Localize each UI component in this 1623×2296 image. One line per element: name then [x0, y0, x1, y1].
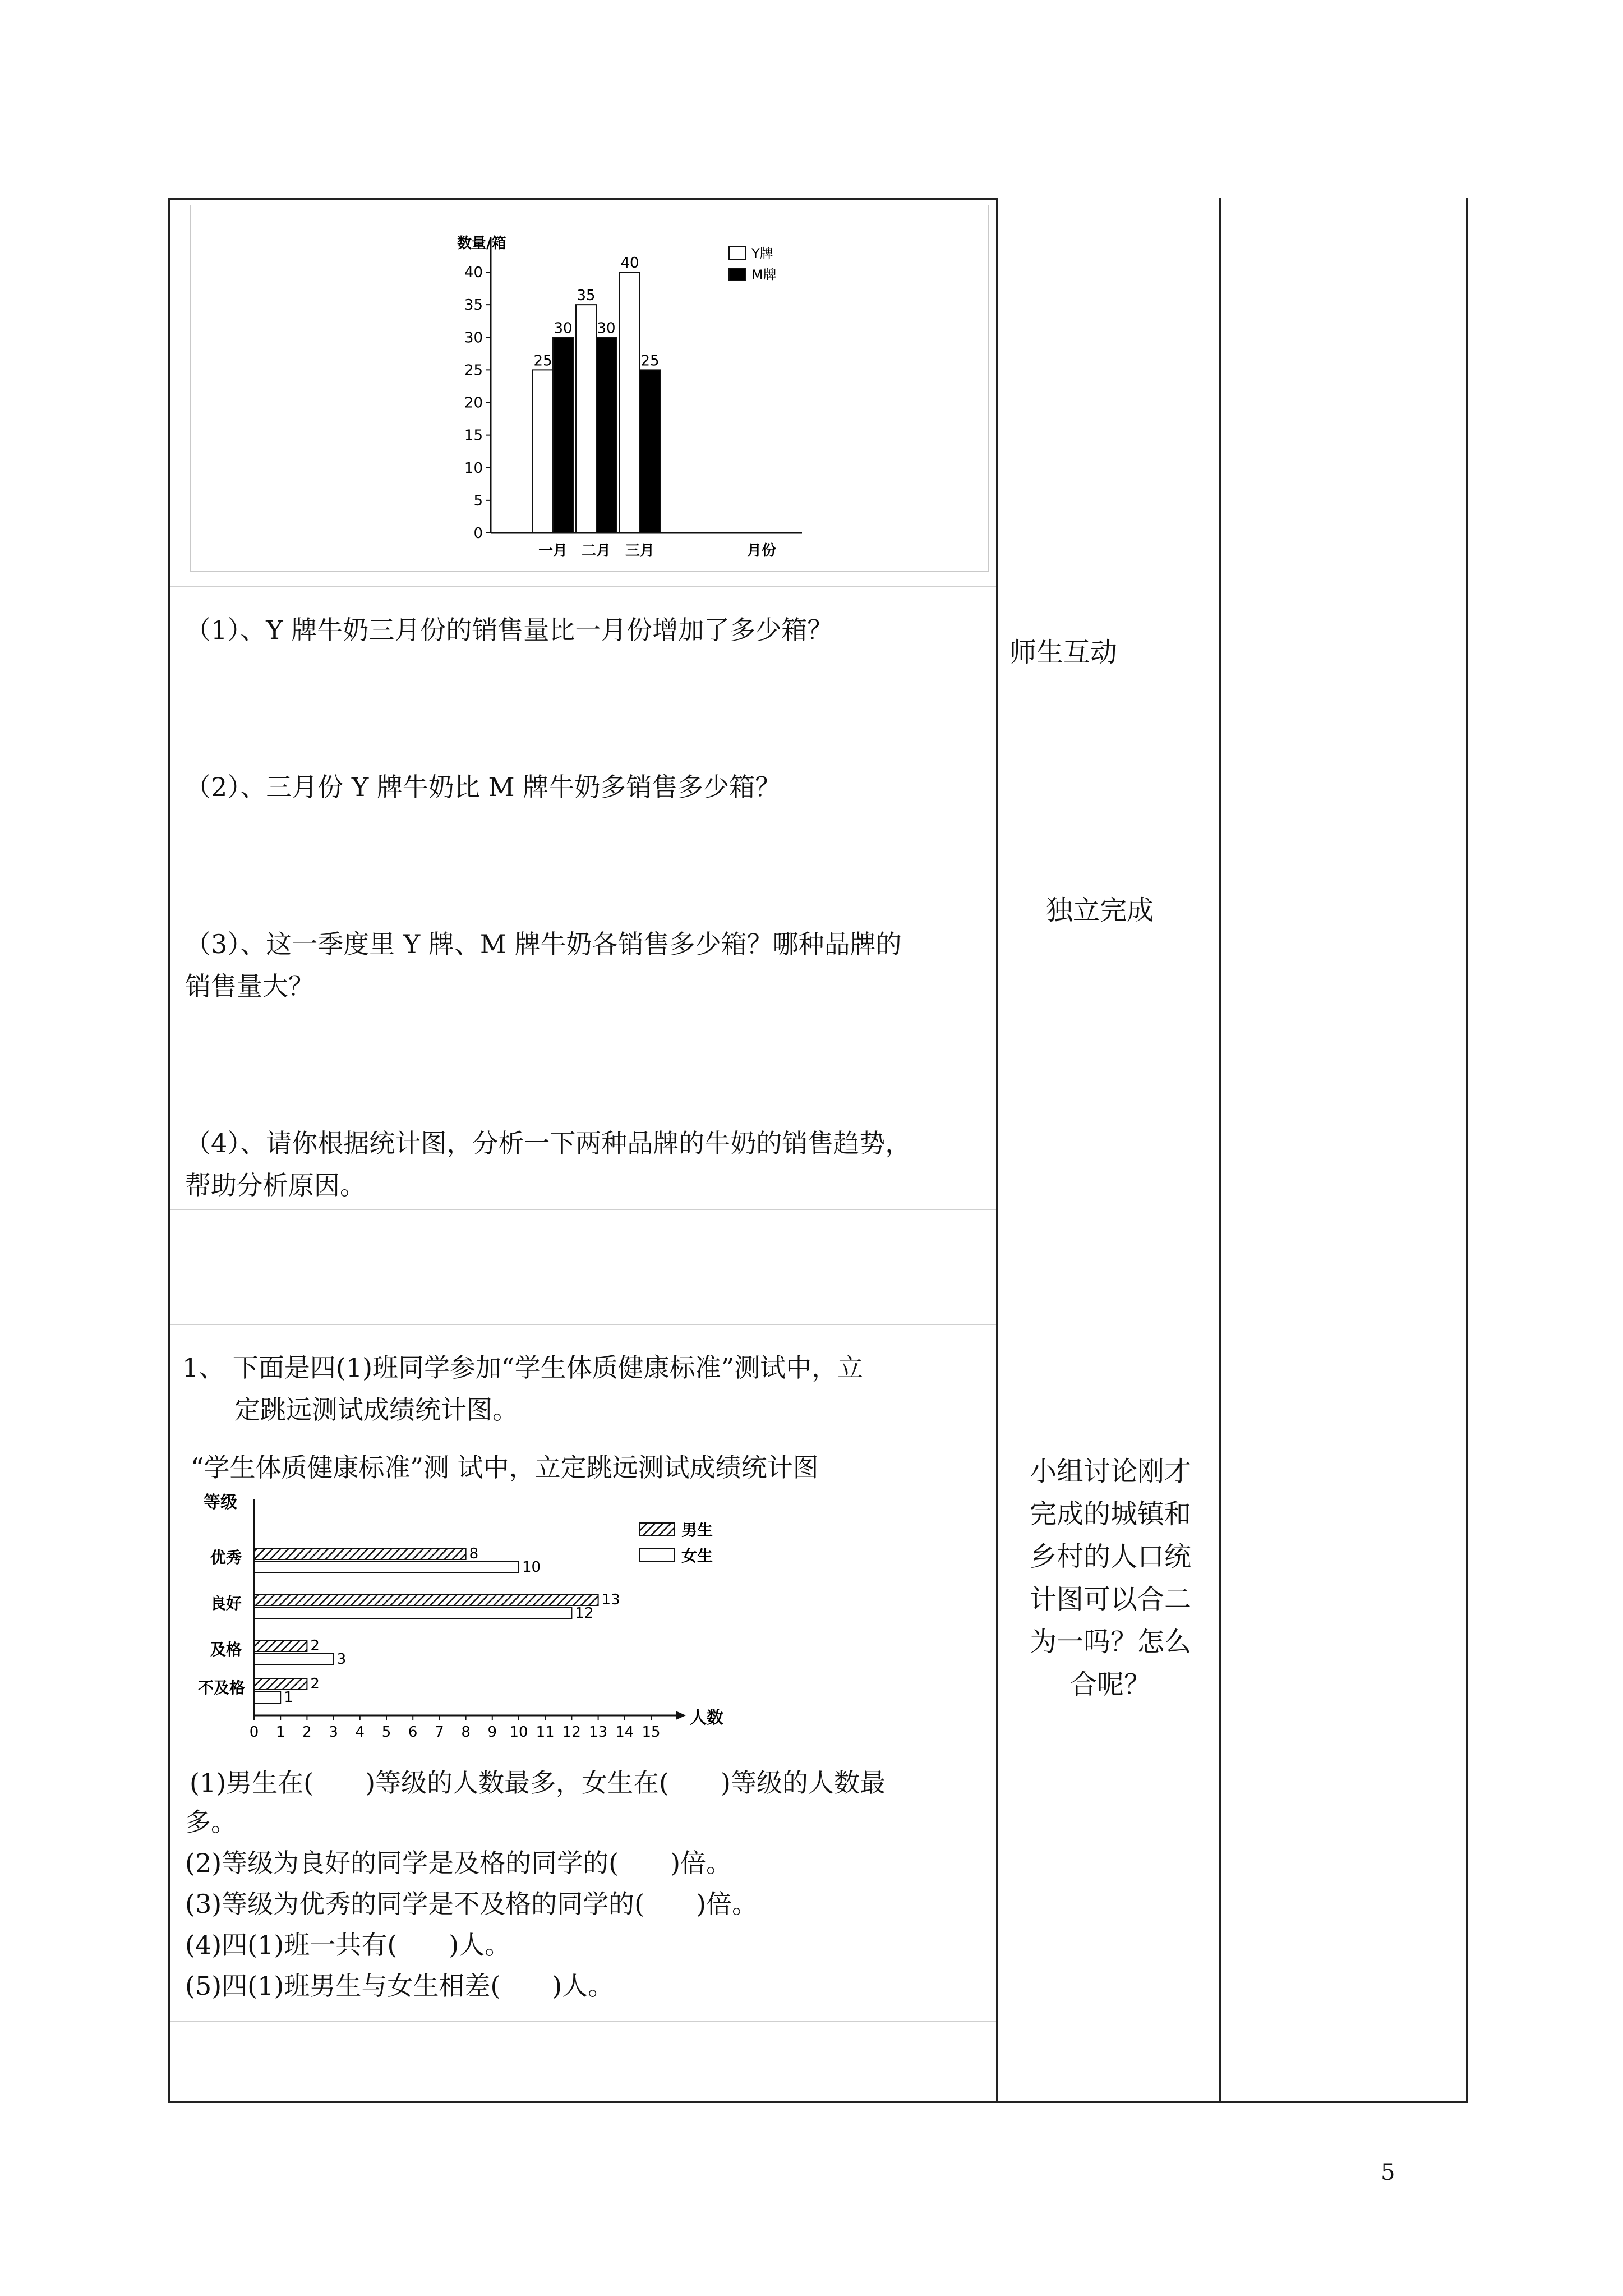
x-tick-label: 11: [536, 1724, 555, 1741]
x-tick-label: 6: [408, 1724, 418, 1741]
x-tick-label: 一月: [538, 542, 568, 559]
bar-Y牌: [620, 272, 640, 533]
side-note-line: 小组讨论刚才: [1029, 1456, 1191, 1487]
row-separator: [170, 1324, 996, 1325]
x-tick-label: 0: [249, 1724, 259, 1741]
bar-男生: [254, 1640, 307, 1651]
data-label: 1: [284, 1689, 293, 1706]
y-tick-label: 0: [473, 525, 483, 542]
fill-question-4: (4)四(1)班一共有( )人。: [185, 1930, 511, 1960]
x-axis-label: 月份: [747, 542, 777, 559]
data-label: 30: [554, 320, 573, 337]
legend-label: 男生: [681, 1521, 713, 1539]
row-separator: [170, 2021, 996, 2022]
chart-title: “学生体质健康标准”测 试中，立定跳远测试成绩统计图: [191, 1452, 819, 1483]
column-divider-1: [996, 198, 998, 2103]
bar-Y牌: [576, 305, 596, 533]
bar-男生: [254, 1548, 466, 1559]
x-tick-label: 二月: [581, 542, 611, 559]
y-tick-label: 良好: [210, 1594, 242, 1613]
data-label: 35: [577, 287, 596, 305]
y-tick-label: 5: [473, 492, 483, 509]
bar-M牌: [553, 337, 573, 533]
row-separator: [170, 1209, 996, 1210]
chart-milk-sales: [437, 224, 830, 567]
legend-swatch: [729, 268, 746, 280]
fill-question-3: (3)等级为优秀的同学是不及格的同学的( )倍。: [185, 1889, 758, 1919]
y-tick-label: 25: [464, 362, 483, 379]
bar-男生: [254, 1594, 598, 1605]
side-note-line: 计图可以合二: [1029, 1584, 1191, 1615]
y-tick-label: 15: [464, 427, 483, 444]
data-label: 2: [310, 1637, 320, 1654]
x-tick-label: 3: [329, 1724, 338, 1741]
table-top-border: [168, 198, 997, 200]
chart-long-jump-grades: [193, 1492, 743, 1745]
table-bottom-border: [168, 2101, 1468, 2103]
question-2: （2）、三月份 Y 牌牛奶比 M 牌牛奶多销售多少箱？: [185, 772, 781, 802]
legend-swatch: [639, 1549, 674, 1561]
fill-question-2: (2)等级为良好的同学是及格的同学的( )倍。: [185, 1848, 732, 1878]
legend-label: 女生: [681, 1547, 713, 1565]
data-label: 8: [469, 1545, 479, 1562]
y-tick-label: 40: [464, 264, 483, 281]
data-label: 40: [620, 255, 639, 272]
y-tick-label: 不及格: [198, 1678, 246, 1697]
y-tick-label: 20: [464, 394, 483, 412]
x-tick-label: 13: [589, 1724, 608, 1741]
fill-question-1-line-1: (1)男生在( )等级的人数最多，女生在( )等级的人数最: [190, 1768, 886, 1798]
question-4-line-2: 帮助分析原因。: [185, 1170, 366, 1200]
fill-question-1-line-2: 多。: [185, 1807, 237, 1837]
data-label: 13: [601, 1591, 620, 1608]
y-tick-label: 及格: [210, 1640, 242, 1659]
exercise-intro-line-1: 1、 下面是四(1)班同学参加“学生体质健康标准”测试中，立: [182, 1352, 864, 1383]
x-tick-label: 8: [461, 1724, 471, 1741]
data-label: 25: [640, 352, 660, 370]
side-note-discussion: [1007, 1450, 1214, 1706]
bar-女生: [254, 1692, 280, 1703]
question-3-line-1: （3）、这一季度里 Y 牌、M 牌牛奶各销售多少箱？哪种品牌的: [185, 929, 902, 959]
column-divider-2: [1219, 198, 1221, 2103]
x-tick-label: 14: [615, 1724, 634, 1741]
question-1: （1）、Y 牌牛奶三月份的销售量比一月份增加了多少箱？: [185, 615, 833, 645]
side-note-line: 为一吗？怎么: [1029, 1626, 1191, 1658]
data-label: 30: [597, 320, 616, 337]
x-tick-label: 12: [562, 1724, 581, 1741]
legend-label: M牌: [751, 267, 777, 283]
bar-女生: [254, 1608, 571, 1619]
side-note-line: 乡村的人口统: [1029, 1541, 1191, 1572]
x-tick-label: 10: [509, 1724, 528, 1741]
question-3-line-2: 销售量大？: [185, 971, 314, 1001]
data-label: 2: [310, 1676, 320, 1692]
question-4-line-1: （4）、请你根据统计图，分析一下两种品牌的牛奶的销售趋势，: [185, 1128, 911, 1158]
bar-M牌: [596, 337, 616, 533]
y-tick-label: 10: [464, 459, 483, 477]
legend-label: Y牌: [751, 246, 773, 261]
x-tick-label: 4: [355, 1724, 365, 1741]
side-note-line: 完成的城镇和: [1029, 1498, 1191, 1530]
x-tick-label: 7: [435, 1724, 444, 1741]
table-right-border: [1466, 198, 1468, 2103]
legend-swatch: [639, 1523, 674, 1535]
y-tick-label: 30: [464, 329, 483, 347]
page-number: 5: [1381, 2160, 1395, 2185]
x-tick-label: 15: [642, 1724, 661, 1741]
exercise-intro-line-2: 定跳远测试成绩统计图。: [234, 1395, 518, 1425]
data-label: 12: [575, 1605, 594, 1622]
table-left-border: [168, 198, 170, 2103]
y-tick-label: 优秀: [210, 1548, 242, 1567]
bar-M牌: [640, 370, 660, 533]
x-tick-label: 2: [302, 1724, 312, 1741]
legend-swatch: [729, 247, 746, 259]
y-axis-label: 等级: [204, 1493, 237, 1512]
x-tick-label: 9: [487, 1724, 497, 1741]
bar-男生: [254, 1678, 307, 1690]
side-note-independent: 独立完成: [1046, 895, 1154, 926]
x-tick-label: 5: [381, 1724, 391, 1741]
data-label: 25: [533, 352, 552, 370]
y-axis-label: 数量/箱: [457, 235, 506, 252]
x-axis-arrow: [676, 1711, 686, 1720]
data-label: 3: [336, 1651, 347, 1668]
x-tick-label: 三月: [625, 542, 655, 559]
bar-Y牌: [533, 370, 553, 533]
side-note-interaction: 师生互动: [1009, 637, 1118, 668]
y-tick-label: 35: [464, 297, 483, 314]
bar-女生: [254, 1654, 334, 1665]
side-note-line: 合呢？: [1069, 1669, 1151, 1700]
bar-女生: [254, 1562, 519, 1573]
x-tick-label: 1: [275, 1724, 285, 1741]
fill-question-5: (5)四(1)班男生与女生相差( )人。: [185, 1971, 614, 2001]
data-label: 10: [522, 1559, 541, 1576]
x-axis-label: 人数: [690, 1708, 723, 1728]
row-separator: [170, 586, 996, 587]
